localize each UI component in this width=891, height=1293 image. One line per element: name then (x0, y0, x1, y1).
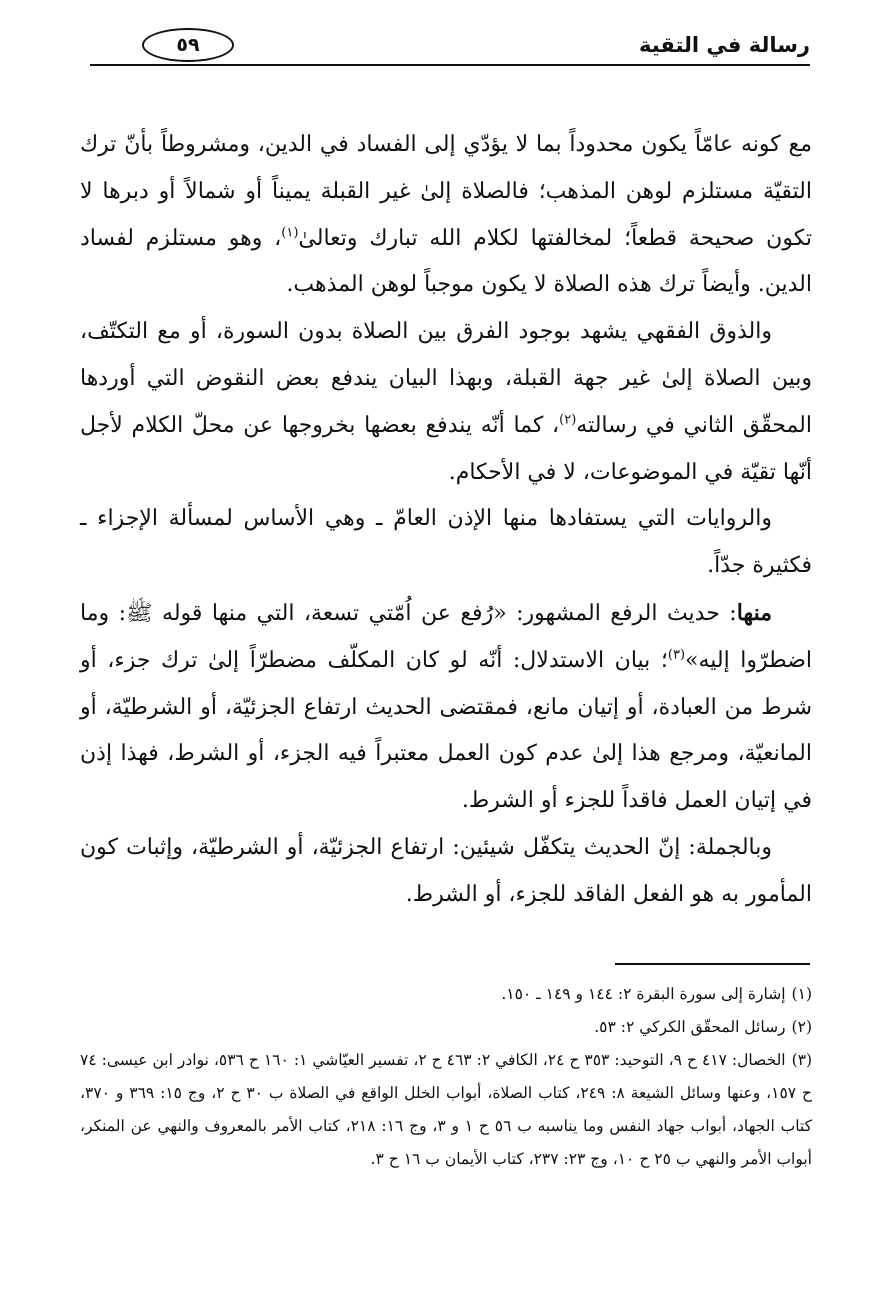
footnotes (80, 978, 812, 1176)
paragraph-text: وبالجملة: إنّ الحديث يتكفّل شيئين: ارتفاع الجزئيّة، أو الشرطيّة، وإثبات كون المأمور به هو الفعل الفاقد للجزء، أو الشرط. (80, 834, 812, 907)
paragraph (80, 309, 812, 496)
main-text (80, 122, 812, 919)
footnote-number: (٢) (791, 1018, 812, 1036)
footnote-text: رسائل المحقّق الكركي ٢: ٥٣. (594, 1018, 786, 1036)
paragraph-text: مع كونه عامّاً يكون محدوداً بما لا يؤدّي إلى الفساد في الدين، ومشروطاً بأنّ ترك التقيّة مستلزم لوهن المذهب؛ فالصلاة إلىٰ غير القبلة يميناً أو شمالاً أو دبرها لا تكون صحيحة قطعاً؛ لمخالفتها لكلام الله تبارك وتعالىٰ (80, 132, 812, 251)
paragraph (80, 496, 812, 590)
footnote-ref: (٣) (667, 647, 686, 663)
footnote-text: إشارة إلى سورة البقرة ٢: ١٤٤ و ١٤٩ ـ ١٥٠. (501, 985, 786, 1003)
footnote-number: (٣) (791, 1051, 813, 1069)
paragraph-text: : حديث الرفع المشهور: «رُفع عن اُمّتي تسعة، التي منها قوله ﷺ: وما اضطرّوا إليه» (80, 600, 813, 673)
paragraph-text: والذوق الفقهي يشهد بوجود الفرق بين الصلاة بدون السورة، أو مع التكتّف، وبين الصلاة إلىٰ غير جهة القبلة، وبهذا البيان يندفع بعض النقوض التي أوردها المحقّق الثاني في رسالته (80, 319, 812, 438)
paragraph-text: ، وهو مستلزم لفساد الدين. وأيضاً ترك هذه الصلاة لا يكون موجباً لوهن المذهب. (80, 225, 812, 298)
paragraph (80, 590, 812, 825)
page-header (90, 28, 810, 68)
paragraph-lead: منها (736, 599, 772, 626)
paragraph-text: ؛ بيان الاستدلال: أنّه لو كان المكلّف مضطرّاً إلىٰ ترك جزء، أو شرط من العبادة، أو إتيان مانع، فمقتضى الحديث ارتفاع الجزئيّة، أو الشرطيّة، أو المانعيّة، ومرجع هذا إلىٰ عدم كون العمل معتبراً فيه الجزء، أو الشرط، فهذا إذن في إتيان العمل فاقداً للجزء أو الشرط. (80, 647, 812, 814)
paragraph-text: والروايات التي يستفادها منها الإذن العامّ ـ وهي الأساس لمسألة الإجزاء ـ فكثيرة جدّاً. (80, 506, 812, 579)
paragraph (80, 122, 812, 309)
header-rule (90, 64, 810, 66)
footnote-rule (615, 963, 810, 965)
footnote-text: الخصال: ٤١٧ ح ٩، التوحيد: ٣٥٣ ح ٢٤، الكافي ٢: ٤٦٣ ح ٢، تفسير العيّاشي ١: ١٦٠ ح ٥٣٦، نوادر ابن عيسى: ٧٤ ح ١٥٧، وعنها وسائل الشيعة ٨: ٢٤٩، كتاب الصلاة، أبواب الخلل الواقع في الصلاة ب ٣٠ ح ٢، وج ١٥: ٣٦٩ و ٣٧٠، كتاب الجهاد، أبواب جهاد النفس وما يناسبه ب ٥٦ ح ١ و ٣، وج ١٦: ٢١٨، كتاب الأمر بالمعروف والنهي عن المنكر، أبواب الأمر والنهي ب ٢٥ ح ١٠، وج ٢٣: ٢٣٧، كتاب الأيمان ب ١٦ ح ٣. (80, 1051, 813, 1168)
footnote-ref: (٢) (559, 412, 577, 428)
running-title: رسالة في التقية (639, 33, 810, 57)
footnote (80, 1011, 812, 1044)
paragraph-text: ، كما أنّه يندفع بعضها بخروجها عن محلّ الكلام لأجل أنّها تقيّة في الموضوعات، لا في الأحكام. (80, 412, 812, 485)
footnote (80, 1044, 812, 1176)
paragraph (80, 825, 812, 919)
footnote-ref: (١) (281, 225, 299, 241)
footnote (80, 978, 812, 1011)
page-number-badge: ٥٩ (142, 28, 234, 62)
footnote-number: (١) (791, 985, 812, 1003)
